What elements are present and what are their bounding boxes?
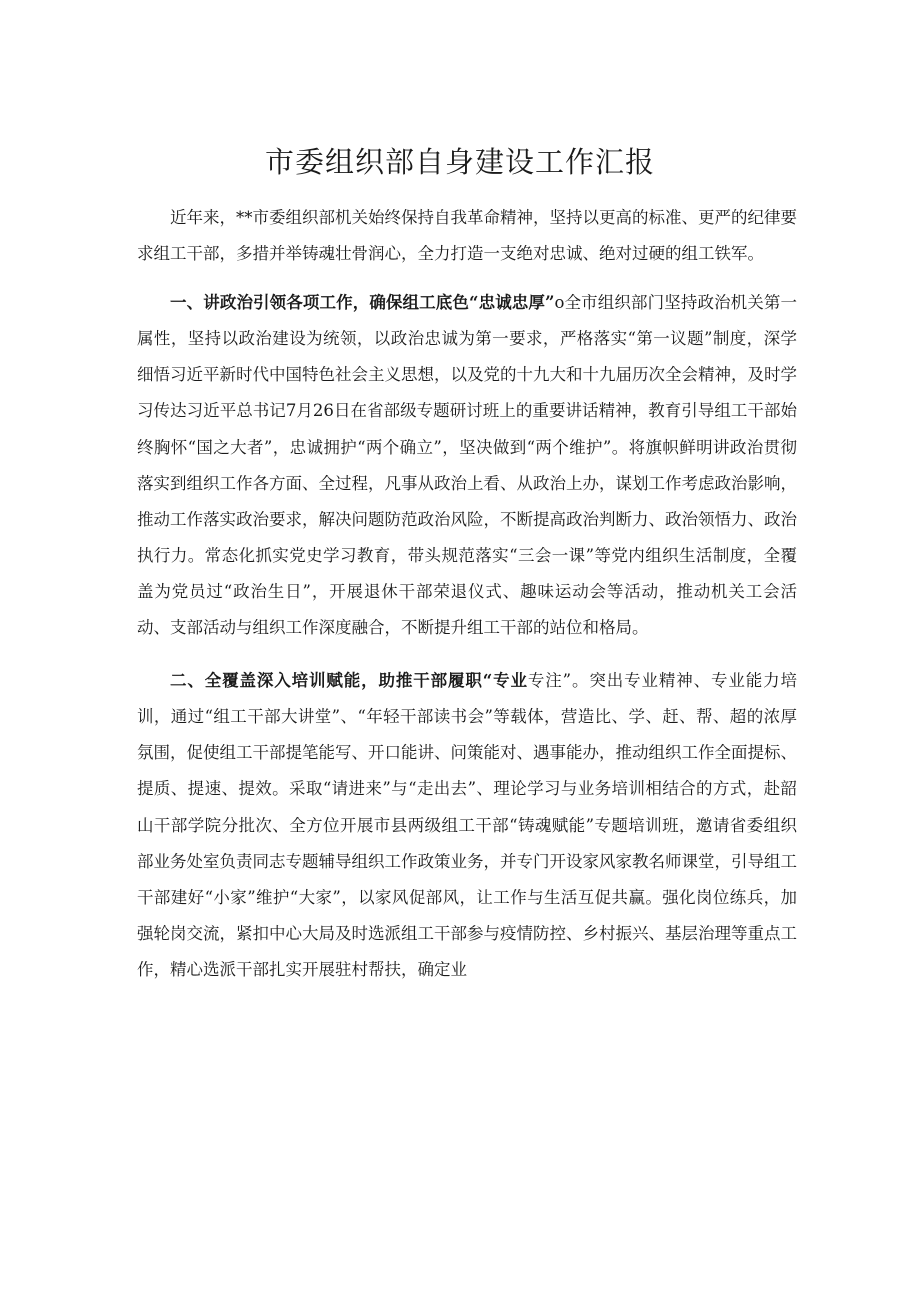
document-title: 市委组织部自身建设工作汇报: [264, 145, 655, 179]
section-paragraph-2: [137, 663, 797, 988]
section-heading-1: 一、讲政治引领各项工作，确保组工底色“忠诚忠厚”: [170, 293, 555, 313]
intro-paragraph: 近年来，**市委组织部机关始终保持自我革命精神，坚持以更高的标准、更严的纪律要求组工干部，多措并举铸魂壮骨润心，全力打造一支绝对忠诚、绝对过硬的组工铁军。: [137, 208, 797, 264]
section-body-1: o全市组织部门坚持政治机关第一属性，坚持以政治建设为统领，以政治忠诚为第一要求，严格落实“第一议题”制度，深学细悟习近平新时代中国特色社会主义思想，以及党的十九大和十九届历次全会精神，及时学习传达习近平总书记7月26日在省部级专题研讨班上的重要讲话精神，教育引导组工干部始终胸怀“国之大者”，忠诚拥护“两个确立”，坚决做到“两个维护”。将旗帜鲜明讲政治贯彻落实到组织工作各方面、全过程，凡事从政治上看、从政治上办，谋划工作考虑政治影响，推动工作落实政治要求，解决问题防范政治风险，不断提高政治判断力、政治领悟力、政治执行力。常态化抓实党史学习教育，带头规范落实“三会一课”等党内组织生活制度，全覆盖为党员过“政治生日”，开展退休干部荣退仪式、趣味运动会等活动，推动机关工会活动、支部活动与组织工作深度融合，不断提升组工干部的站位和格局。: [137, 293, 798, 638]
section-heading-2: 二、全覆盖深入培训赋能，助推干部履职“专业: [170, 671, 528, 691]
section-body-2: 专注”。突出专业精神、专业能力培训，通过“组工干部大讲堂”、“年轻干部读书会”等载体，营造比、学、赶、帮、超的浓厚氛围，促使组工干部提笔能写、开口能讲、问策能对、遇事能办，推动组织工作全面提标、提质、提速、提效。采取“请进来”与“走出去”、理论学习与业务培训相结合的方式，赴韶山干部学院分批次、全方位开展市县两级组工干部“铸魂赋能”专题培训班，邀请省委组织部业务处室负责同志专题辅导组织工作政策业务，并专门开设家风家教名师课堂，引导组工干部建好“小家”维护“大家”，以家风促部风，让工作与生活互促共赢。强化岗位练兵，加强轮岗交流，紧扣中心大局及时选派组工干部参与疫情防控、乡村振兴、基层治理等重点工作，精心选派干部扎实开展驻村帮扶，确定业: [137, 671, 797, 979]
document-body: [137, 200, 797, 1005]
section-paragraph-1: [137, 285, 797, 646]
